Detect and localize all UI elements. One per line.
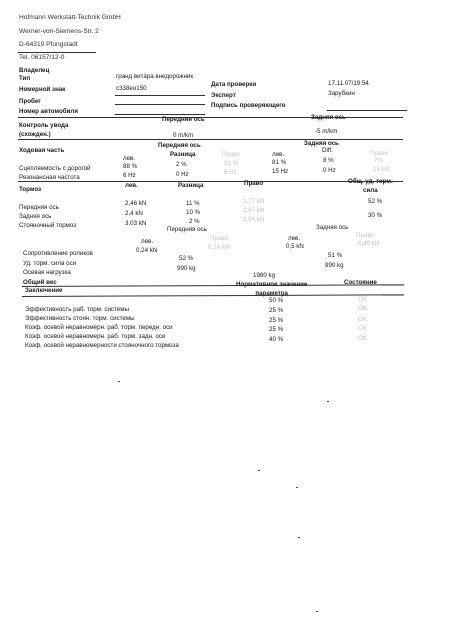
brake-row-rear-diff: 10 % — [186, 209, 201, 216]
brake-row-front-total: 52 % — [368, 198, 383, 205]
check-date-label: Дата проверки — [211, 81, 257, 88]
conclusion-row-rear-axle-state: OK — [358, 325, 367, 332]
brake-row-rear-total: 30 % — [368, 212, 383, 219]
brakes-col-total: Общ. уд. торм. сила — [348, 178, 393, 194]
axle-load-front: 990 kg — [177, 265, 196, 272]
signature-underline — [327, 110, 407, 111]
alignment-rear-value: -5 m/km — [315, 128, 338, 135]
expert-label: Эксперт — [211, 92, 236, 99]
brake-row-front-diff: 11 % — [186, 200, 200, 207]
company-street: Werner-von-Siemens-Str. 2 — [19, 28, 99, 35]
brake-row-rear-left: 2,4 kN — [125, 210, 143, 217]
conclusion-row-parking-norm: 25 % — [269, 307, 284, 314]
scan-speck — [118, 381, 120, 382]
conclusion-col-norm: Нормативное значение параметра — [236, 281, 308, 297]
company-phone: Tel. 06157/12-0 — [19, 54, 65, 61]
axle-load-label: Осевая нагрузка — [23, 269, 71, 276]
grip-label: Сцепляемость с дорогой — [19, 165, 91, 172]
type-value: гранд витара внедорожник — [116, 73, 194, 80]
resonance-front-diff: 0 Hz — [176, 171, 189, 178]
brake-row-parking-right: 2,94 kN — [243, 216, 265, 223]
owner-label: Владелец — [19, 67, 50, 74]
axle-load-rear: 990 kg — [325, 262, 344, 269]
brake-row-parking-left: 3,03 kN — [125, 220, 147, 227]
brake-row-rear-right: 2,67 kN — [243, 207, 265, 214]
brake-row-parking-label: Стояночный тормоз — [19, 222, 77, 229]
section-divider-5 — [22, 294, 404, 297]
scan-speck — [298, 537, 300, 538]
brake-row-front-label: Передняя ось — [19, 204, 59, 211]
alignment-front-value: 0 m/km — [173, 132, 194, 139]
brake-row-rear-label: Задняя ось — [19, 213, 52, 220]
mileage-label: Пробег — [19, 98, 41, 105]
resonance-front-right: 5 Hz — [224, 169, 237, 176]
plate-value: с338ео150 — [116, 85, 147, 92]
suspension-rear-label: Задняя ось — [304, 140, 339, 147]
alignment-front-label: Передняя ось — [162, 116, 205, 123]
rolling-front-label: Передняя ось — [167, 226, 207, 233]
rolling-rear-label: Задняя ось — [316, 224, 349, 231]
conclusion-row-parking-label: Эффективность стоян. торм. системы — [25, 315, 135, 322]
rolling-col-right2: Право — [356, 232, 374, 239]
conclusion-row-parking-axle-norm: 40 % — [269, 336, 284, 343]
resistance-front-left: 0,24 kN — [136, 247, 158, 254]
grip-rear-right: ?% — [374, 157, 383, 164]
resonance-front-left: 6 Hz — [123, 172, 136, 179]
scan-speck — [327, 401, 329, 402]
brakes-title: Тормоз — [19, 186, 42, 193]
suspension-col-diff: Разница — [170, 151, 196, 158]
section-divider-3 — [18, 181, 403, 182]
brake-row-front-right: 2,77 kN — [243, 198, 265, 205]
resonance-rear-right: 15 Hz — [373, 166, 390, 173]
conclusion-row-parking-state: OK — [358, 305, 367, 312]
grip-front-diff: 2 % — [176, 161, 187, 168]
rolling-col-right: Право — [210, 235, 228, 242]
scan-speck — [316, 611, 318, 612]
conclusion-row-service-state: OK — [358, 296, 367, 303]
suspension-col-right: Право — [222, 151, 240, 158]
alignment-rear-label: Задняя ось — [311, 114, 346, 121]
suspension-col-diff2: Diff. — [322, 147, 333, 154]
resonance-label: Резонансная частота — [19, 174, 80, 181]
suspension-title: Ходовая часть — [19, 147, 65, 154]
check-date-value: 17.11.07/19:54 — [328, 80, 369, 87]
brake-row-parking-diff: 2 % — [189, 218, 200, 225]
company-name: Hofmann Werkstatt-Technik GmbH — [19, 14, 121, 21]
brakes-col-left: лев. — [125, 182, 138, 189]
alignment-title: Контроль увода (схожден.) — [19, 122, 69, 138]
conclusion-row-front-axle-label: Коэф. осевой неравномерн. раб. торм. передн. оси — [25, 324, 173, 331]
total-weight-label: Общий вес — [23, 279, 57, 286]
mileage-underline — [115, 104, 205, 105]
conclusion-row-rear-axle-norm: 25 % — [269, 326, 284, 333]
specific-force-label: Уд. торм. сила оси — [23, 260, 77, 267]
grip-rear-left: 81 % — [272, 159, 287, 166]
specific-force-rear: 51 % — [328, 252, 343, 259]
vin-underline — [115, 114, 205, 115]
suspension-col-left: лев. — [123, 155, 136, 162]
header-underline — [18, 52, 96, 53]
resistance-front-right: 0,24 kN — [208, 244, 230, 251]
resonance-rear-diff: 0 Hz — [323, 167, 336, 174]
brake-row-front-left: 2,46 kN — [125, 200, 147, 207]
conclusion-row-rear-axle-label: Коэф. осевой неравномерн. раб. торм. задн. оси — [25, 333, 166, 340]
brakes-col-diff: Разница — [178, 182, 204, 189]
total-weight-value: 1980 kg — [253, 272, 276, 279]
suspension-front-label: Передняя ось — [158, 142, 201, 149]
company-city: D-64319 Pfungstadt — [19, 41, 78, 48]
conclusion-row-front-axle-state: OK — [358, 316, 367, 323]
scan-speck — [258, 470, 260, 471]
conclusion-row-parking-axle-label: Коэф. осевой неравномерности стояночного тормоза — [25, 342, 179, 349]
resonance-rear-left: 15 Hz — [272, 168, 289, 175]
grip-front-right: 85 % — [224, 160, 239, 167]
specific-force-front: 52 % — [179, 255, 194, 262]
conclusion-row-service-norm: 50 % — [269, 297, 284, 304]
resistance-rear-right: 0,45 kN — [358, 240, 380, 247]
conclusion-row-service-label: Эффективность раб. торм. системы — [25, 306, 129, 313]
conclusion-row-front-axle-norm: 25 % — [269, 317, 284, 324]
suspension-col-right2: Право — [370, 150, 388, 157]
scan-speck — [296, 487, 298, 488]
signature-label: Подпись проверяющего — [211, 102, 286, 109]
rolling-col-left2: лев. — [288, 235, 301, 242]
grip-rear-diff: 8 % — [323, 157, 334, 164]
resistance-rear-left: 0,5 kN — [286, 243, 304, 250]
conclusion-col-state: Состояние — [344, 279, 377, 286]
expert-value: Зарубкин — [328, 90, 355, 97]
plate-underline — [115, 95, 205, 96]
plate-label: Номерной знак — [19, 86, 66, 93]
brakes-col-right: Право — [244, 180, 264, 187]
rolling-col-left: лев. — [141, 238, 154, 245]
section-divider-2 — [18, 139, 403, 140]
conclusion-title: Заключение — [25, 287, 63, 294]
conclusion-row-parking-axle-state: OK — [358, 335, 367, 342]
suspension-col-left2: лев. — [272, 151, 285, 158]
type-label: Тип — [19, 75, 31, 82]
grip-front-left: 88 % — [123, 163, 138, 170]
resistance-label: Сопротивление роликов — [23, 250, 93, 257]
vin-label: Номер автомобиля — [19, 108, 78, 115]
